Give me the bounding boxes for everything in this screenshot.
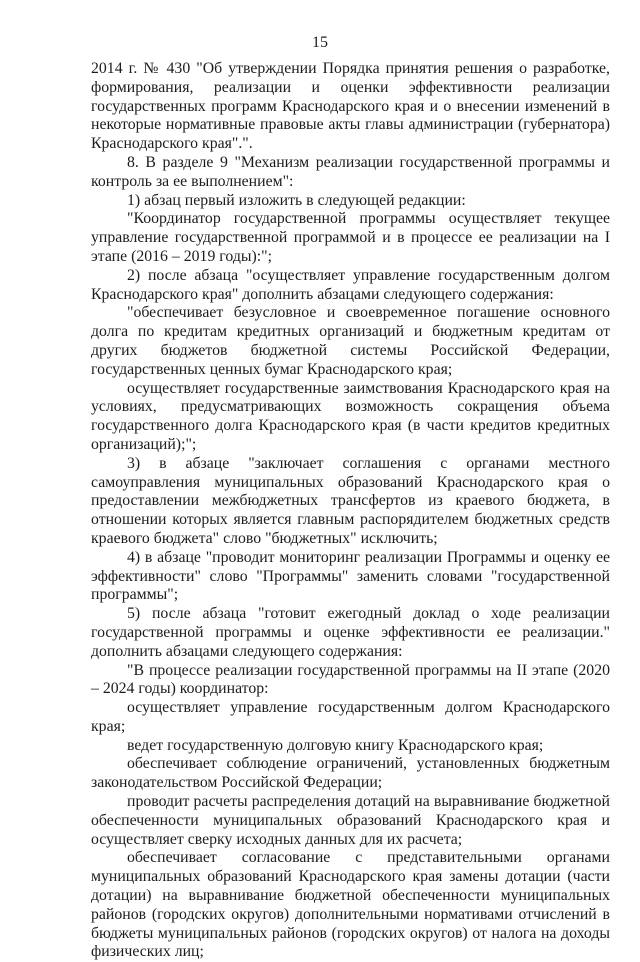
paragraph-item-3: 3) в абзаце "заключает соглашения с органами местного самоуправления муниципальных образований Краснодарского края о предоставлении межбюджетных трансфертов из краевого бюджета, в отношении которых является главным распорядителем бюджетных средств краевого бюджета" слово "бюджетных" исключить; xyxy=(91,454,610,547)
paragraph-item-5: 5) после абзаца "готовит ежегодный доклад о ходе реализации государственной программы и оценке эффективности ее реализации." дополнить абзацами следующего содержания: xyxy=(91,605,610,660)
page-number: 15 xyxy=(312,34,328,51)
paragraph-debt-management: осуществляет управление государственным долгом Краснодарского края; xyxy=(91,699,610,735)
paragraph-quote-repayment: "обеспечивает безусловное и своевременное погашение основного долга по кредитам кредитных организаций и бюджетным кредитам от других бюджетов бюджетной системы Российской Федерации, государственных ценных бумаг Краснодарского края; xyxy=(91,304,610,378)
paragraph-item-1: 1) абзац первый изложить в следующей редакции: xyxy=(127,191,466,209)
paragraph-restrictions: обеспечивает соблюдение ограничений, установленных бюджетным законодательством Российской Федерации; xyxy=(91,755,610,792)
paragraph-item-4: 4) в абзаце "проводит мониторинг реализации Программы и оценку ее эффективности" слово "Программы" заменить словами "государственной программы"; xyxy=(91,548,610,604)
paragraph-approval: обеспечивает согласование с представительными органами муниципальных образований Краснодарского края замены дотации (части дотации) на выравнивание бюджетной обеспеченности муниципальных районов (городских округов) дополнительными нормативами отчислений в бюджеты муниципальных районов (городских округов) от налога на доходы физических лиц; xyxy=(91,849,610,961)
paragraph-quote-coordinator: "Координатор государственной программы осуществляет текущее управление государственной программой и в процессе ее реализации на I этапе (2016 – 2019 годы):"; xyxy=(91,210,610,265)
paragraph-continuation: 2014 г. № 430 "Об утверждении Порядка принятия решения о разработке, формирования, реализации и оценки эффективности реализации государственных программ Краснодарского края и о внесении изменений в некоторые нормативные правовые акты главы администрации (губернатора) Краснодарского края".". xyxy=(91,60,610,153)
paragraph-subsidies: проводит расчеты распределения дотаций на выравнивание бюджетной обеспеченности муниципальных образований Краснодарского края и осуществляет сверку исходных данных для их расчета; xyxy=(91,793,610,848)
paragraph-quote-stage-2: "В процессе реализации государственной программы на II этапе (2020 – 2024 годы) координатор: xyxy=(91,661,610,698)
paragraph-section-8: 8. В разделе 9 "Механизм реализации государственной программы и контроль за ее выполнением": xyxy=(91,153,610,190)
document-body xyxy=(91,60,610,962)
paragraph-quote-borrowing: осуществляет государственные заимствования Краснодарского края на условиях, предусматривающих возможность сокращения объема государственного долга Краснодарского края (в части кредитов кредитных организаций);"; xyxy=(91,379,610,453)
paragraph-item-2: 2) после абзаца "осуществляет управление государственным долгом Краснодарского края" дополнить абзацами следующего содержания: xyxy=(91,266,610,303)
paragraph-debt-book: ведет государственную долговую книгу Краснодарского края; xyxy=(127,736,544,754)
